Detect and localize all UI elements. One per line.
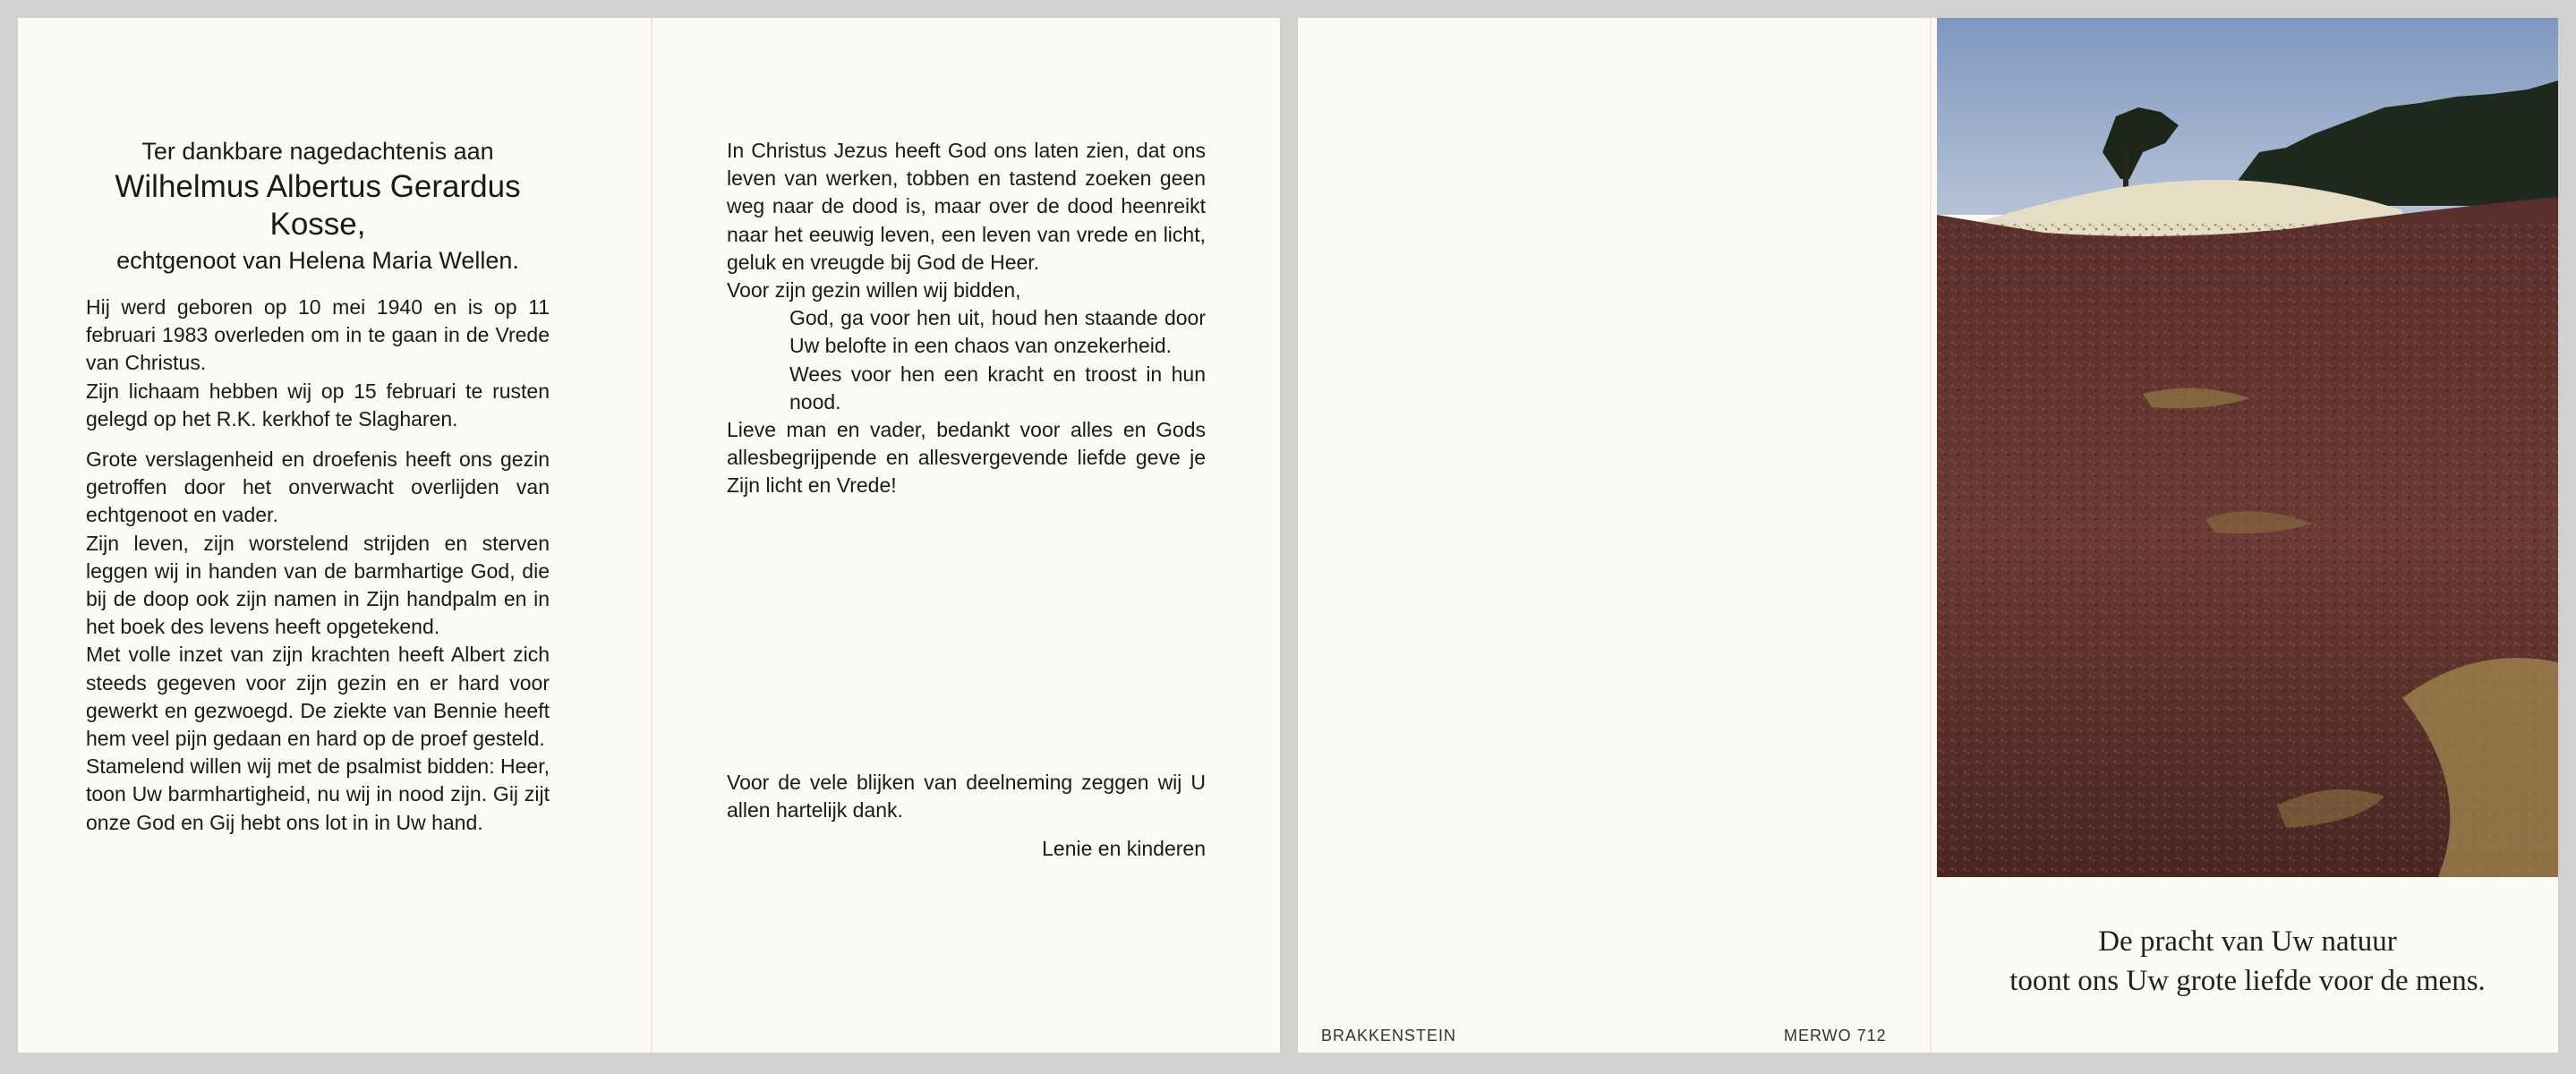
life-text: Zijn leven, zijn worstelend strijden en sterven leggen wij in handen van de barmhartige God, die bij de doop ook zijn namen in Zijn handpalm en in het boek des levens heeft opgetekend. bbox=[86, 531, 550, 639]
caption bbox=[1937, 922, 2558, 1001]
deceased-name-line2: Kosse, bbox=[269, 207, 366, 242]
burial-text: Zijn lichaam hebben wij op 15 februari te rusten gelegd op het R.K. kerkhof te Slagharen. bbox=[86, 379, 550, 430]
deceased-name-line1: Wilhelmus Albertus Gerardus bbox=[115, 169, 521, 204]
fold-line bbox=[1930, 18, 1932, 1053]
fold-line bbox=[651, 18, 653, 1053]
prayer-line-1: God, ga voor hen uit, houd hen staande door Uw belofte in een chaos van onzekerheid. bbox=[789, 306, 1206, 358]
prayer-intro: Voor zijn gezin willen wij bidden, bbox=[727, 278, 1021, 303]
devotion-text: Met volle inzet van zijn krachten heeft Albert zich steeds gegeven voor zijn gezin en er hard voor gewerkt en gezwoegd. De ziekte van Bennie heeft hem veel pijn gedaan en hard op de proef gesteld. bbox=[86, 643, 550, 751]
publisher-imprint: BRAKKENSTEIN bbox=[1321, 1027, 1457, 1044]
farewell-text: Lieve man en vader, bedankt voor alles en Gods allesbegrijpende en allesvergevende liefde geve je Zijn licht en Vrede! bbox=[727, 418, 1206, 498]
grief-text: Grote verslagenheid en droefenis heeft ons gezin getroffen door het onverwacht overlijden van echtgenoot en vader. bbox=[86, 448, 550, 527]
obituary-column bbox=[86, 134, 550, 837]
dedication-line: Ter dankbare nagedachtenis aan bbox=[141, 138, 494, 165]
signature: Lenie en kinderen bbox=[1042, 837, 1206, 861]
caption-line-1: De pracht van Uw natuur bbox=[2098, 925, 2397, 958]
prayer-column bbox=[727, 137, 1206, 863]
spouse-line: echtgenoot van Helena Maria Wellen. bbox=[116, 247, 519, 274]
caption-line-2: toont ons Uw grote liefde voor de mens. bbox=[2009, 965, 2486, 997]
birth-death-text: Hij werd geboren op 10 mei 1940 en is op 11 februari 1983 overleden om in te gaan in de Vrede van Christus. bbox=[86, 295, 550, 375]
psalm-text: Stamelend willen wij met de psalmist bidden: Heer, toon Uw barmhartigheid, nu wij in nood zijn. Gij zijt onze God en Gij hebt ons lot in in Uw hand. bbox=[86, 754, 550, 834]
heathland-photo bbox=[1937, 18, 2558, 877]
prayer-line-2: Wees voor hen een kracht en troost in hun nood. bbox=[789, 362, 1206, 413]
thanks-text: Voor de vele blijken van deelneming zeggen wij U allen hartelijk dank. bbox=[727, 770, 1206, 822]
christ-text: In Christus Jezus heeft God ons laten zien, dat ons leven van werken, tobben en tastend zoeken geen weg naar de dood is, maar over de dood heenreikt naar het eeuwig leven, een leven van vrede en licht, geluk en vreugde bij God de Heer. bbox=[727, 139, 1206, 274]
card-code: MERWO 712 bbox=[1784, 1027, 1887, 1044]
